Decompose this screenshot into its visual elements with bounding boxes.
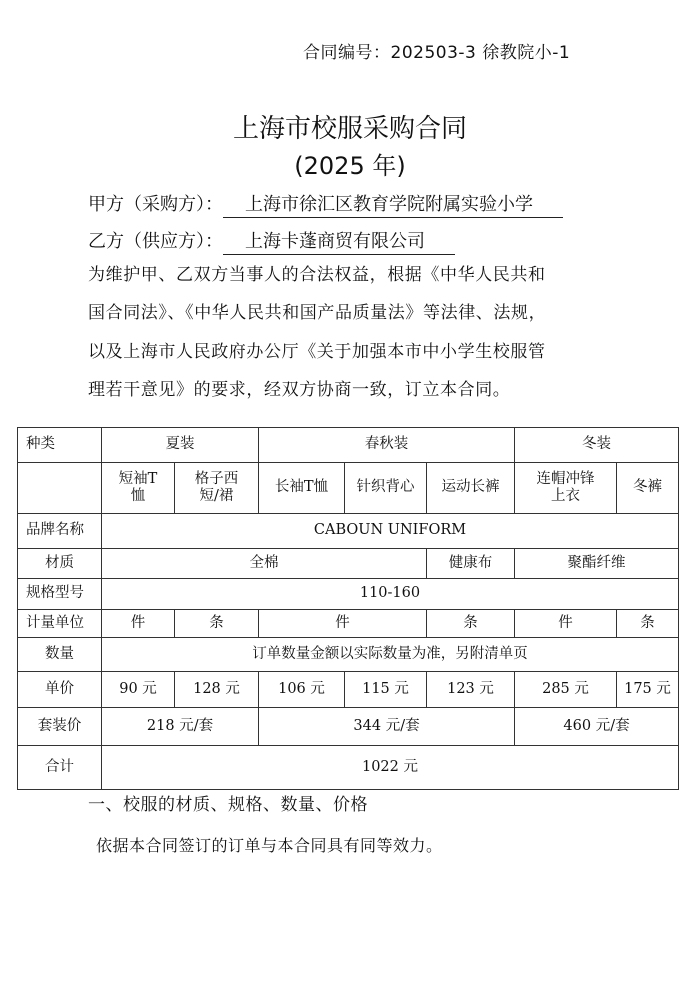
- set-price-spring-autumn: 344 元/套: [259, 708, 515, 746]
- price-value: 115 元: [345, 672, 427, 708]
- table-row: [18, 672, 679, 708]
- price-value: 128 元: [175, 672, 259, 708]
- table-row: [18, 514, 679, 549]
- unit-value: 条: [427, 610, 515, 638]
- table-row: [18, 579, 679, 610]
- price-label: 单价: [18, 672, 102, 708]
- set-price-label: 套装价: [18, 708, 102, 746]
- item-long-sleeve-tshirt: 长袖T恤: [259, 463, 345, 514]
- item-plaid-shorts-skirt: 格子西 短/裙: [175, 463, 259, 514]
- price-value: 285 元: [515, 672, 617, 708]
- party-a: [88, 190, 563, 218]
- set-price-summer: 218 元/套: [102, 708, 259, 746]
- unit-value: 件: [259, 610, 427, 638]
- set-price-winter: 460 元/套: [515, 708, 679, 746]
- empty-cell: [18, 463, 102, 514]
- material-healthy: 健康布: [427, 549, 515, 579]
- price-value: 106 元: [259, 672, 345, 708]
- size-label: 规格型号: [18, 579, 102, 610]
- table-row: [18, 746, 679, 790]
- intro-line-3: 以及上海市人民政府办公厅《关于加强本市中小学生校服管: [88, 342, 546, 362]
- quantity-label: 数量: [18, 638, 102, 672]
- document-year: (2025 年): [294, 152, 406, 180]
- intro-line-2: 国合同法》、《中华人民共和国产品质量法》等法律、法规，: [88, 303, 547, 323]
- section-1-heading: 一、校服的材质、规格、数量、价格: [88, 795, 368, 815]
- party-b-label: 乙方（供应方）：: [88, 231, 223, 252]
- item-knit-vest: 针织背心: [345, 463, 427, 514]
- party-a-value: 上海市徐汇区教育学院附属实验小学: [223, 190, 563, 218]
- item-hooded-jacket: 连帽冲锋 上衣: [515, 463, 617, 514]
- party-b: [88, 227, 455, 255]
- price-value: 123 元: [427, 672, 515, 708]
- material-cotton: 全棉: [102, 549, 427, 579]
- item-sport-pants: 运动长裤: [427, 463, 515, 514]
- table-row: [18, 638, 679, 672]
- brand-value: CABOUN UNIFORM: [102, 514, 679, 549]
- unit-value: 件: [102, 610, 175, 638]
- size-value: 110-160: [102, 579, 679, 610]
- material-label: 材质: [18, 549, 102, 579]
- table-row: [18, 549, 679, 579]
- uniform-spec-table: [17, 427, 679, 790]
- total-label: 合计: [18, 746, 102, 790]
- table-row: [18, 463, 679, 514]
- basis-text: 依据本合同签订的订单与本合同具有同等效力。: [96, 836, 443, 855]
- price-value: 90 元: [102, 672, 175, 708]
- intro-line-4: 理若干意见》的要求，经双方协商一致，订立本合同。: [88, 380, 511, 400]
- summer-header: 夏装: [102, 428, 259, 463]
- contract-number: 合同编号：202503-3 徐教院小-1: [303, 43, 571, 63]
- winter-header: 冬装: [515, 428, 679, 463]
- party-a-label: 甲方（采购方）：: [88, 194, 223, 215]
- price-value: 175 元: [617, 672, 679, 708]
- unit-value: 条: [175, 610, 259, 638]
- party-b-value: 上海卡蓬商贸有限公司: [223, 227, 455, 255]
- unit-label: 计量单位: [18, 610, 102, 638]
- brand-label: 品牌名称: [18, 514, 102, 549]
- total-value: 1022 元: [102, 746, 679, 790]
- item-short-sleeve-tshirt: 短袖T 恤: [102, 463, 175, 514]
- item-winter-pants: 冬裤: [617, 463, 679, 514]
- quantity-value: 订单数量金额以实际数量为准，另附清单页: [102, 638, 679, 672]
- unit-value: 件: [515, 610, 617, 638]
- unit-value: 条: [617, 610, 679, 638]
- table-row: [18, 428, 679, 463]
- table-row: [18, 610, 679, 638]
- intro-line-1: 为维护甲、乙双方当事人的合法权益，根据《中华人民共和: [88, 265, 546, 285]
- document-title: 上海市校服采购合同: [232, 114, 467, 144]
- spring-autumn-header: 春秋装: [259, 428, 515, 463]
- table-row: [18, 708, 679, 746]
- material-polyester: 聚酯纤维: [515, 549, 679, 579]
- type-header: 种类: [18, 428, 102, 463]
